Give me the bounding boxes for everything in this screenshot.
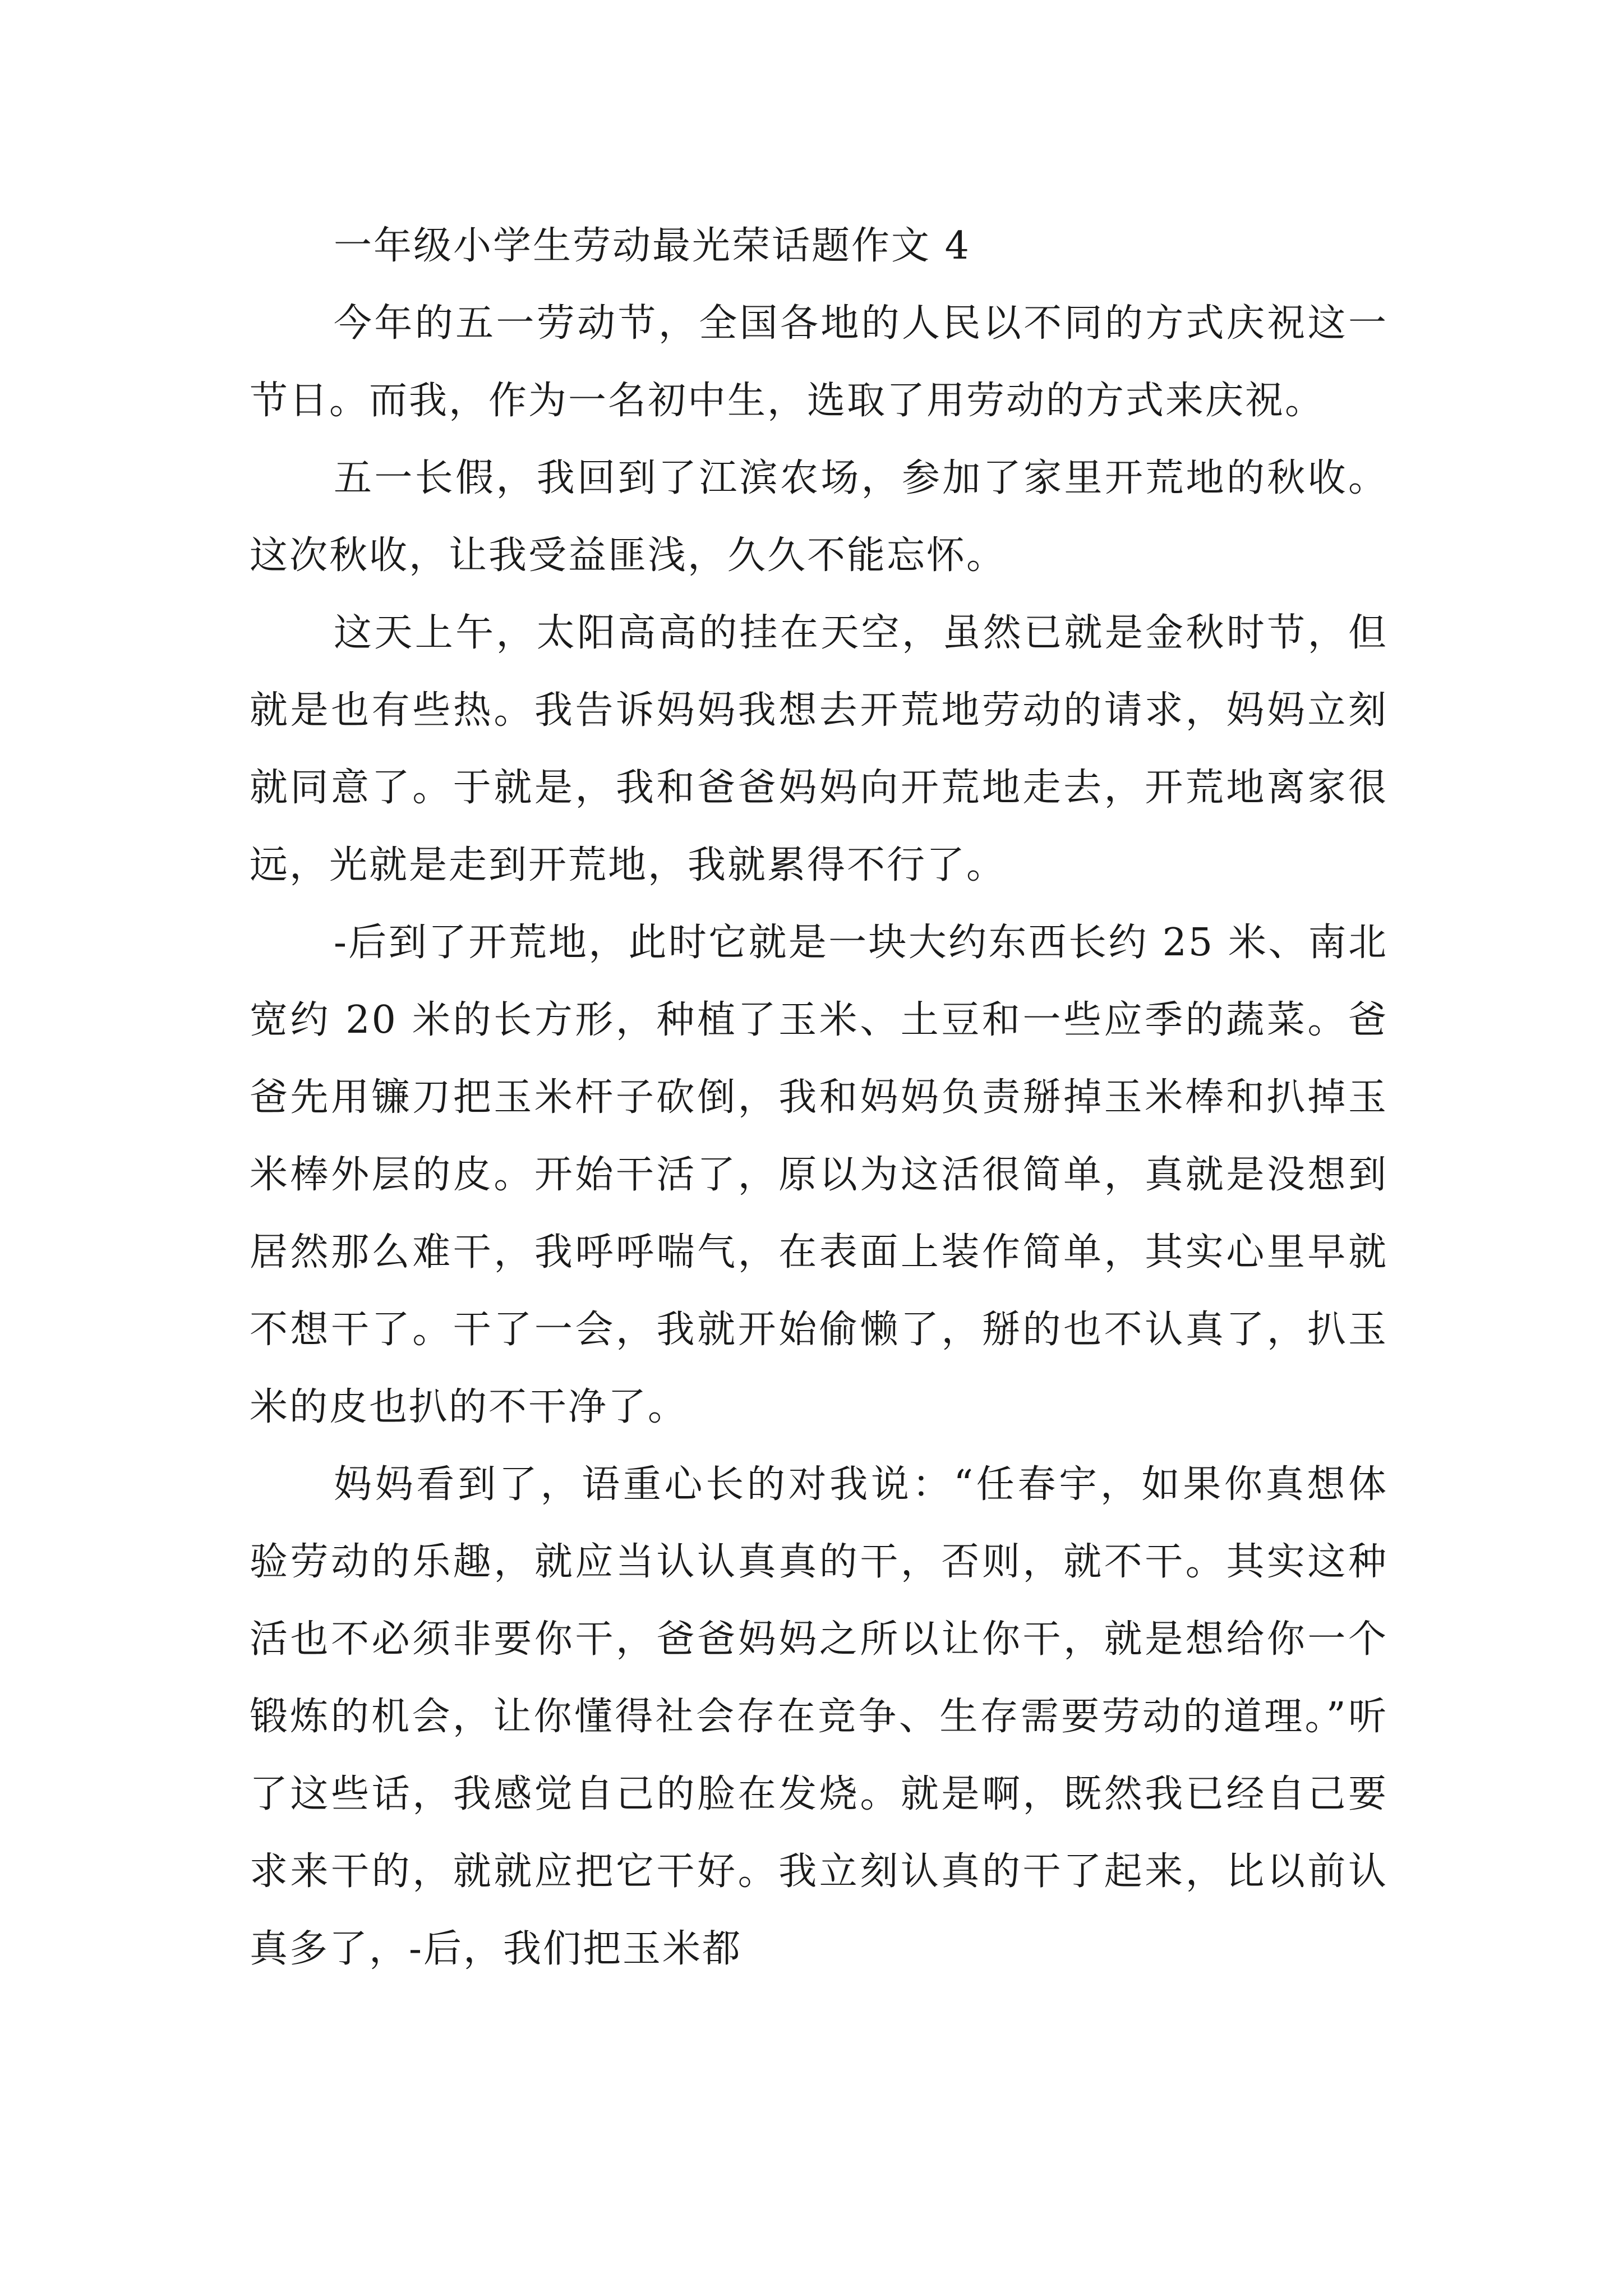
paragraph: 今年的五一劳动节，全国各地的人民以不同的方式庆祝这一节日。而我，作为一名初中生，选取了用劳动的方式来庆祝。: [250, 301, 1388, 423]
paragraph: -后到了开荒地，此时它就是一块大约东西长约 25 米、南北宽约 20 米的长方形，种植了玉米、土豆和一些应季的蔬菜。爸爸先用镰刀把玉米杆子砍倒，我和妈妈负责掰掉玉米棒和扒掉玉米棒外层的皮。开始干活了，原以为这活很简单，真就是没想到居然那么难干，我呼呼喘气，在表面上装作简单，其实心里早就不想干了。干了一会，我就开始偷懒了，掰的也不认真了，扒玉米的皮也扒的不干净了。: [250, 921, 1388, 1429]
document-title: 一年级小学生劳动最光荣话题作文 4: [334, 224, 971, 268]
paragraph: 这天上午，太阳高高的挂在天空，虽然已就是金秋时节，但就是也有些热。我告诉妈妈我想去开荒地劳动的请求，妈妈立刻就同意了。于就是，我和爸爸妈妈向开荒地走去，开荒地离家很远，光就是走到开荒地，我就累得不行了。: [250, 611, 1388, 887]
paragraph: 妈妈看到了，语重心长的对我说：“任春宇，如果你真想体验劳动的乐趣，就应当认认真真的干，否则，就不干。其实这种活也不必须非要你干，爸爸妈妈之所以让你干，就是想给你一个锻炼的机会，让你懂得社会存在竞争、生存需要劳动的道理。”听了这些话，我感觉自己的脸在发烧。就是啊，既然我已经自己要求来干的，就就应把它干好。我立刻认真的干了起来，比以前认真多了，-后，我们把玉米都: [250, 1462, 1388, 1971]
document-body: [250, 208, 1388, 1988]
paragraph: 五一长假，我回到了江滨农场，参加了家里开荒地的秋收。这次秋收，让我受益匪浅，久久不能忘怀。: [250, 456, 1388, 578]
